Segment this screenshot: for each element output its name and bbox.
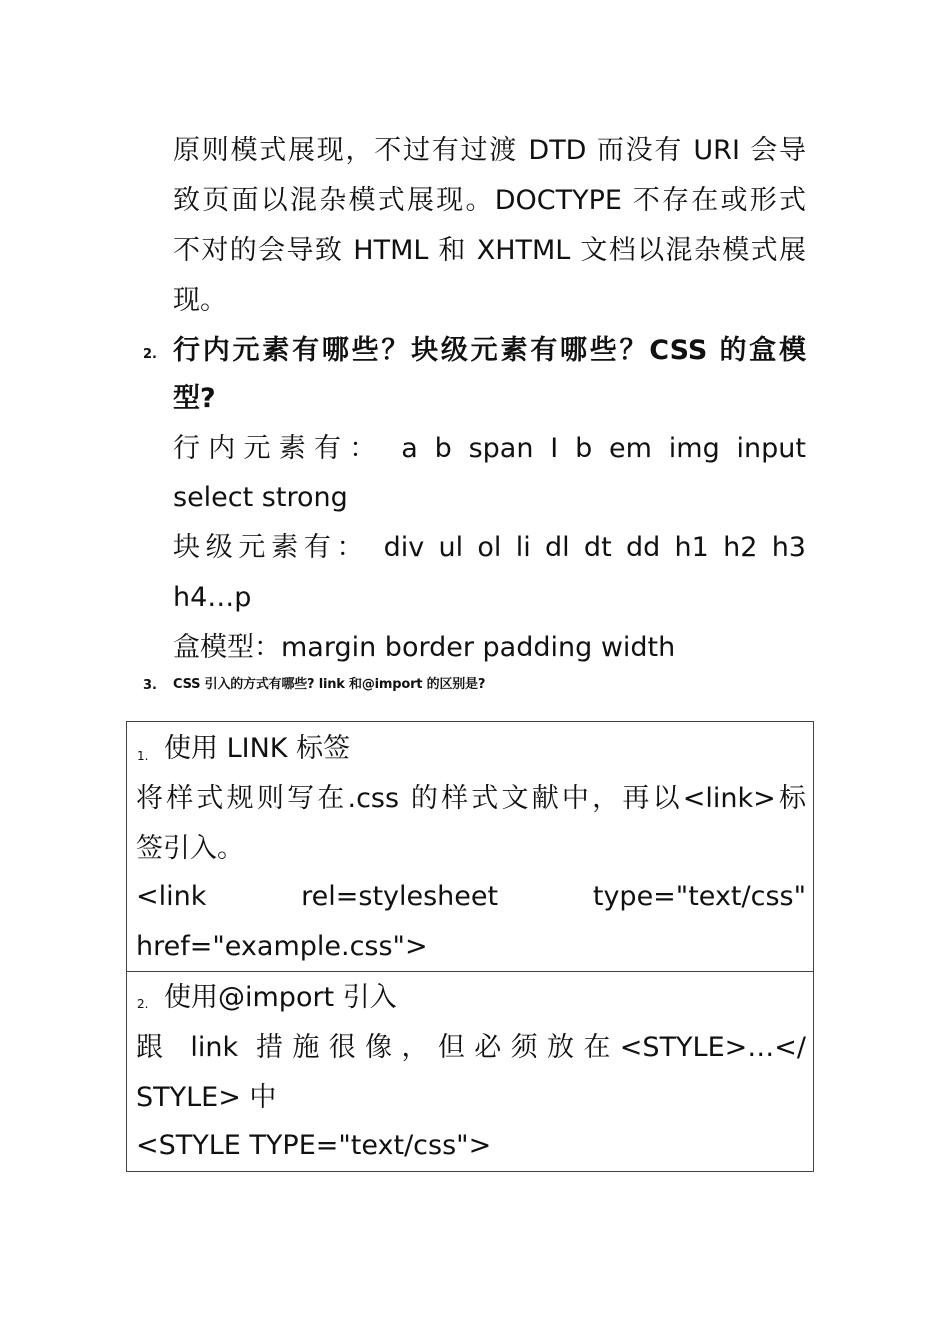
answer-line: 块级元素有： div ul ol li dl dt dd h1 h2 h3 bbox=[173, 532, 806, 563]
question-title: 型? bbox=[173, 383, 216, 414]
cell-line: 将样式规则写在.css 的样式文献中，再以<link>标 bbox=[136, 783, 806, 814]
cell-line: STYLE> 中 bbox=[136, 1082, 277, 1113]
answer-line: h4…p bbox=[173, 582, 252, 613]
answer-line: 盒模型：margin border padding width bbox=[173, 632, 676, 663]
paragraph-line: 原则模式展现，不过有过渡 DTD 而没有 URI 会导 bbox=[173, 135, 806, 166]
cell-number: 1. bbox=[137, 749, 149, 763]
cell-line: <link rel=stylesheet type="text/css" bbox=[136, 881, 806, 912]
table-cell bbox=[126, 971, 814, 1172]
cell-heading: 使用 LINK 标签 bbox=[164, 733, 351, 764]
cell-line: 跟 link 措施很像，但必须放在<STYLE>…</ bbox=[136, 1032, 806, 1063]
list-number: 2. bbox=[143, 347, 157, 362]
question-title: 行内元素有哪些？块级元素有哪些？CSS 的盒模 bbox=[173, 335, 806, 366]
paragraph-line: 致页面以混杂模式展现。DOCTYPE 不存在或形式 bbox=[173, 185, 806, 216]
list-number: 3. bbox=[143, 678, 157, 693]
answer-line: 行内元素有： a b span I b em img input bbox=[173, 433, 806, 464]
table-cell bbox=[126, 721, 814, 972]
paragraph-line: 不对的会导致 HTML 和 XHTML 文档以混杂模式展 bbox=[173, 235, 806, 266]
cell-line: <STYLE TYPE="text/css"> bbox=[136, 1130, 492, 1161]
cell-number: 2. bbox=[137, 997, 149, 1011]
cell-line: href="example.css"> bbox=[136, 931, 428, 962]
answer-line: select strong bbox=[173, 482, 348, 513]
cell-heading: 使用@import 引入 bbox=[164, 982, 397, 1013]
question-title: CSS 引入的方式有哪些? link 和@import 的区别是? bbox=[173, 677, 486, 692]
cell-line: 签引入。 bbox=[136, 833, 244, 864]
paragraph-line: 现。 bbox=[173, 285, 227, 316]
